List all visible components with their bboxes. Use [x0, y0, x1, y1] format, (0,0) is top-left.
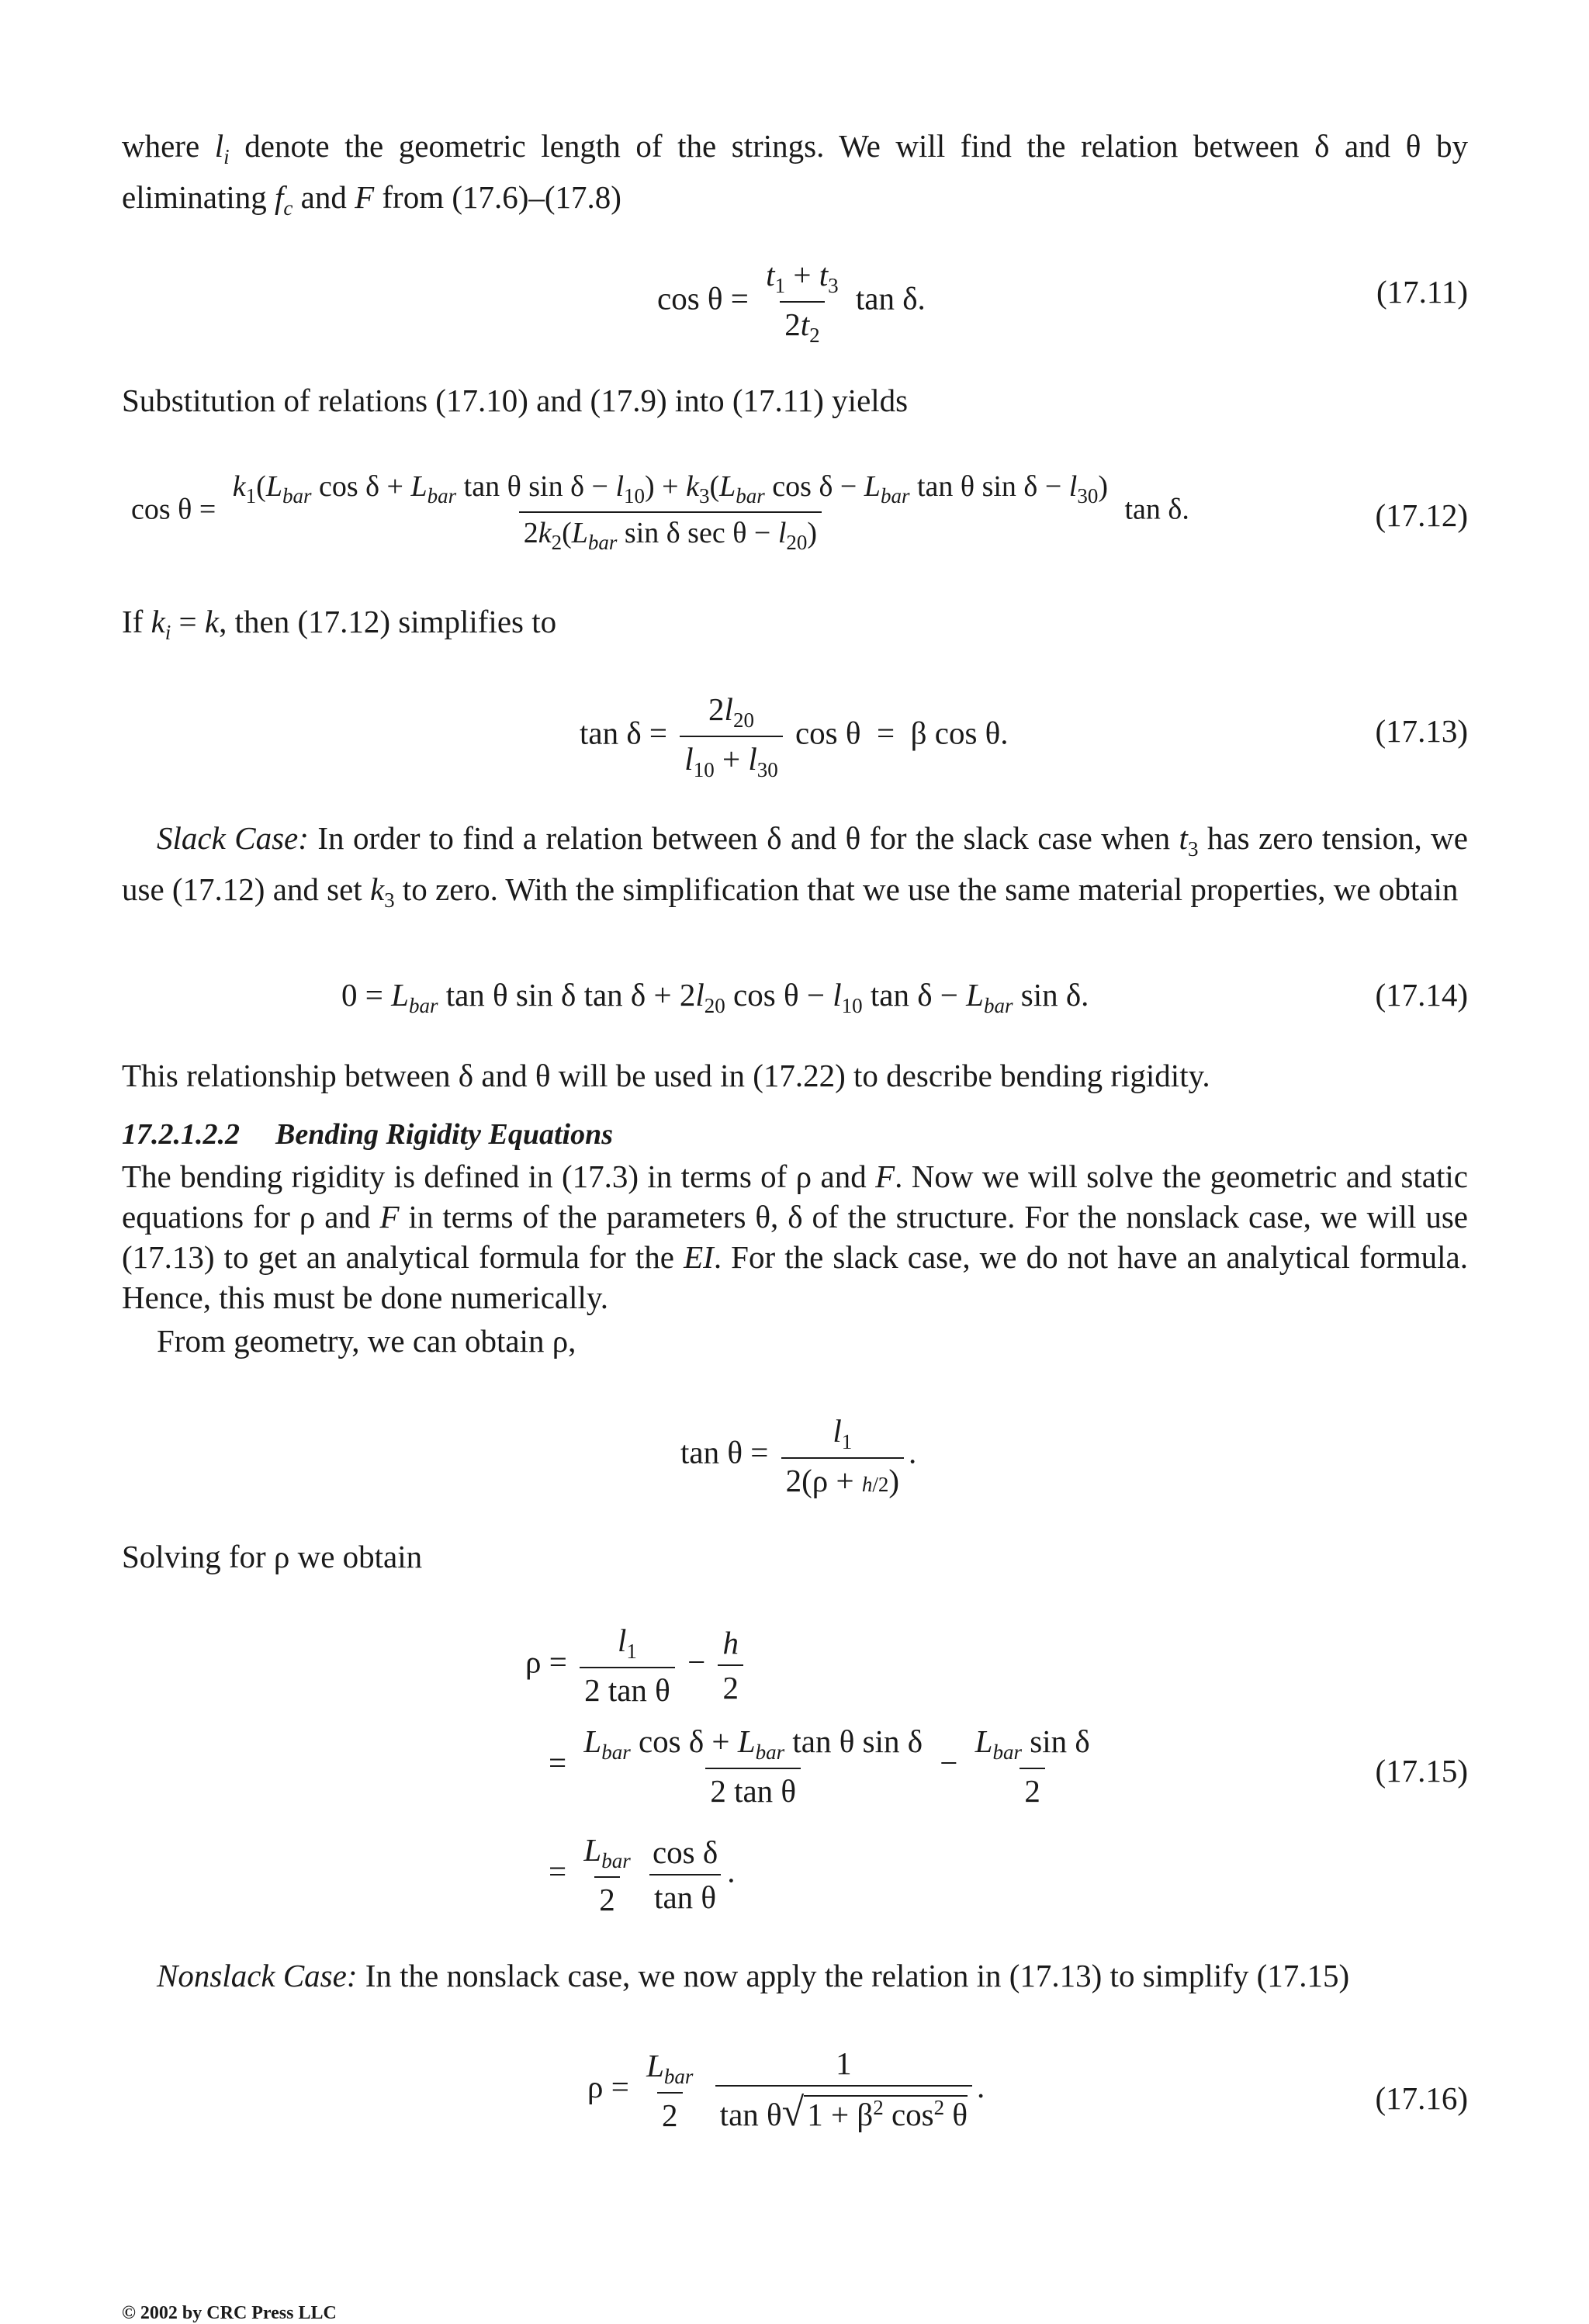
- equation-number: (17.11): [1376, 274, 1468, 310]
- paragraph-nonslack-case: Nonslack Case: In the nonslack case, we now apply the relation in (17.13) to simplify (17.15): [157, 1958, 1350, 1993]
- equation-number: (17.14): [1375, 977, 1468, 1013]
- paragraph-geometry: From geometry, we can obtain ρ,: [157, 1323, 576, 1359]
- paragraph-simplify: If $k_i = k$, then (17.12) simplifies to: [122, 604, 557, 644]
- equation-number: (17.12): [1375, 497, 1468, 533]
- page: [122, 0, 1468, 2322]
- equation-number: (17.15): [1375, 1753, 1468, 1789]
- equation-17-14: $0 = L_{bar}$ tan θ sin δ $\tan \delta + 2l_{20}$ $\cos \theta - l_{10}$ $\tan \delta - L_{bar}$ sin δ.: [341, 977, 1089, 1017]
- heading-number: 17.2.1.2.2: [122, 1118, 240, 1151]
- equation-17-13: tan δ = $\frac{2l_{20}}{l_{10} + l_{30}}$ cos θ = β cos θ.: [580, 691, 1009, 781]
- section-heading: [122, 1117, 613, 1152]
- equation-17-11: cos θ = $\frac{t_1 + t_3}{2t_2}$ tan δ.: [657, 257, 926, 347]
- equation-17-16: ρ = $\frac{L_{bar}}{2}$ $\frac{1}{\tan \theta√1 + \beta^2 \cos^2 \theta}$ .: [587, 2045, 985, 2135]
- paragraph-relationship: This relationship between δ and θ will be used in (17.22) to describe bending rigidity.: [122, 1058, 1210, 1093]
- equation-tan-theta: tan θ = $\frac{l_1}{2(\rho + h/2)}$ .: [680, 1413, 917, 1498]
- paragraph-substitution: Substitution of relations (17.10) and (17.9) into (17.11) yields: [122, 383, 909, 418]
- paragraph-intro: where $l_i$ denote the geometric length of the strings. We will find the relation between δ and θ by eliminating $f_c$ and F from (17.6)–(17.8): [122, 128, 1468, 220]
- heading-title: Bending Rigidity Equations: [275, 1118, 613, 1151]
- equation-17-15-line2: = $\frac{L_{bar} \cos \delta + L_{bar} \tan \theta \sin \delta}{\text{2 tan θ}}$ − $\frac{L_{bar} \sin \delta}{2}$: [549, 1723, 1090, 1809]
- paragraph-slack-case: Slack Case: In order to find a relation between δ and θ for the slack case when $t_3$ has zero tension, we use (17.12) and set $k_3$ to zero. With the simplification that we use the same material properties, we obtain: [122, 820, 1468, 912]
- paragraph-solving: Solving for ρ we obtain: [122, 1539, 423, 1574]
- paragraph-bending-rigidity: The bending rigidity is defined in (17.3) in terms of ρ and F. Now we will solve the geometric and static equations for ρ and F in terms of the parameters θ, δ of the structure. For the nonslack case, we will use (17.13) to get an analytical formula for the EI. For the slack case, we do not have an analytical formula. Hence, this must be done numerically.: [122, 1159, 1468, 1315]
- equation-17-15-line1: ρ = $\frac{l_1}{\text{2 tan θ}}$ − $\frac{h}{2}$: [525, 1622, 748, 1709]
- equation-17-12: cos θ = $k_1(L_{bar}$ $\cos \delta + L_{bar}$ tan θ $\sin \delta - l_{10}) + k_3(L_{bar}$ $\cos \delta - L_{bar}$ tan θ $\sin \delta - l_{30}$) $2k_2(L_{bar}$ sin δ $\sec \theta - l_{20}$) tan δ.: [131, 470, 1189, 554]
- copyright-footer: © 2002 by CRC Press LLC: [122, 2303, 337, 2323]
- equation-number: (17.16): [1375, 2080, 1468, 2116]
- equation-17-15-line3: = $\frac{L_{bar}}{2}$ $\frac{\text{cos δ}}{\text{tan θ}}$ .: [549, 1832, 736, 1917]
- equation-number: (17.13): [1375, 713, 1468, 749]
